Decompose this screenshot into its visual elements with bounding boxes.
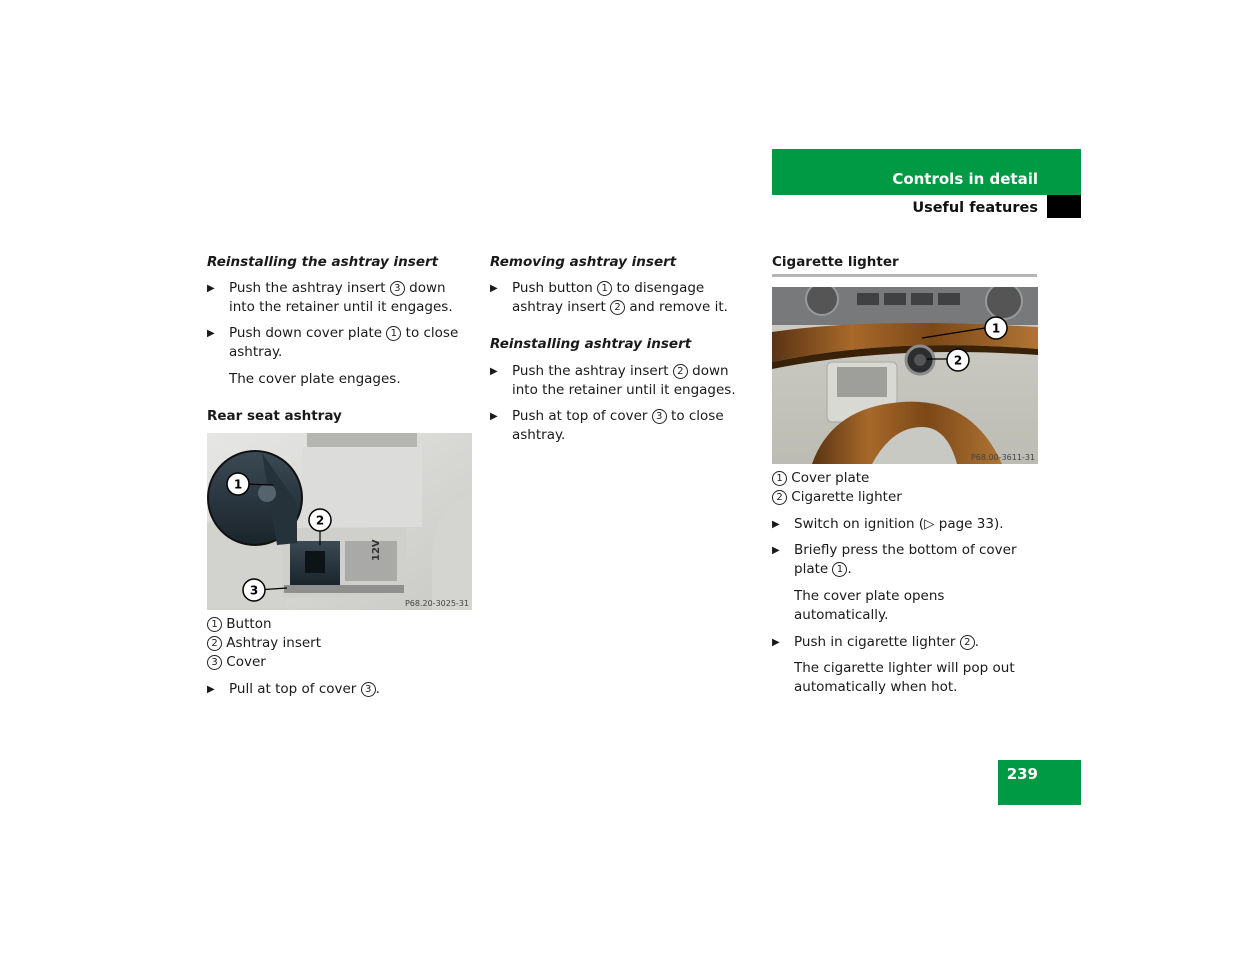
callout-3: 3 <box>249 583 259 598</box>
image-code: P68.00-3611-31 <box>970 453 1035 462</box>
callout-number: 1 <box>597 281 612 296</box>
triangle-right-icon: ▶ <box>207 328 215 339</box>
callout-number: 1 <box>832 562 847 577</box>
triangle-right-icon: ▶ <box>207 684 215 695</box>
image-code: P68.20-3025-31 <box>404 599 469 608</box>
callout-1: 1 <box>991 321 1001 336</box>
callout-number: 2 <box>673 364 688 379</box>
triangle-right-icon: ▶ <box>490 366 498 377</box>
legend-item: 2 Cigarette lighter <box>772 488 1037 507</box>
step-push-lighter: ▶ Push in cigarette lighter 2 . <box>772 634 980 650</box>
socket-label: 12V <box>371 539 382 561</box>
callout-1: 1 <box>233 477 243 492</box>
step-press-cover: ▶ Briefly press the bottom of cover plate 1 . <box>772 542 1017 577</box>
column-1 <box>207 253 472 426</box>
triangle-right-icon: ▶ <box>207 283 215 294</box>
callout-2: 2 <box>953 353 963 368</box>
triangle-right-icon: ▶ <box>490 283 498 294</box>
legend-item: 1 Cover plate <box>772 469 1037 488</box>
heading-cigarette-lighter: Cigarette lighter <box>772 254 899 270</box>
step-push-insert-2: ▶ Push the ashtray insert 2 down into the retainer until it engages. <box>490 363 736 398</box>
rear-ashtray-image <box>207 433 472 610</box>
note-cover-opens: The cover plate opens automatically. <box>794 588 945 623</box>
heading-rule <box>772 274 1037 277</box>
triangle-right-icon: ▶ <box>490 411 498 422</box>
triangle-right-icon: ▶ <box>772 545 780 556</box>
heading-reinstall-2: Reinstalling ashtray insert <box>490 336 692 352</box>
step-pull-cover: ▶ Pull at top of cover 3 . <box>207 681 380 697</box>
heading-rear-seat-ashtray: Rear seat ashtray <box>207 408 342 424</box>
cigarette-lighter-image <box>772 287 1038 464</box>
page-number: 239 <box>1006 765 1038 783</box>
callout-number: 3 <box>390 281 405 296</box>
callout-number: 2 <box>960 635 975 650</box>
section-title: Controls in detail <box>892 170 1038 188</box>
legend-item: 1 Button <box>207 615 472 634</box>
column-2 <box>490 253 755 445</box>
subsection-title: Useful features <box>912 200 1038 216</box>
header-marker <box>1047 195 1081 218</box>
note-lighter-pops: The cigarette lighter will pop out automatically when hot. <box>794 660 1015 695</box>
callout-number: 2 <box>610 300 625 315</box>
heading-removing-insert: Removing ashtray insert <box>490 254 677 270</box>
step-push-button: ▶ Push button 1 to disengage ashtray insert 2 and remove it. <box>490 280 728 315</box>
callout-number: 1 <box>386 326 401 341</box>
step-switch-ignition: ▶ Switch on ignition (▷ page 33). <box>772 516 1004 532</box>
step-push-cover: ▶ Push down cover plate 1 to close ashtray. <box>207 325 459 360</box>
column-3-lower <box>772 469 1037 697</box>
callout-number: 3 <box>652 409 667 424</box>
triangle-right-icon: ▶ <box>772 637 780 648</box>
callout-number: 3 <box>361 682 376 697</box>
column-3 <box>772 253 1037 277</box>
page-ref-icon: ▷ <box>924 516 935 532</box>
column-1-lower <box>207 615 472 699</box>
legend-item: 3 Cover <box>207 653 472 672</box>
step-push-top-cover: ▶ Push at top of cover 3 to close ashtray. <box>490 408 724 443</box>
triangle-right-icon: ▶ <box>772 519 780 530</box>
note-cover-engages: The cover plate engages. <box>229 371 401 387</box>
legend-item: 2 Ashtray insert <box>207 634 472 653</box>
callout-2: 2 <box>315 513 325 528</box>
heading-reinstall-1: Reinstalling the ashtray insert <box>207 254 439 270</box>
step-push-insert: ▶ Push the ashtray insert 3 down into the retainer until it engages. <box>207 280 453 315</box>
